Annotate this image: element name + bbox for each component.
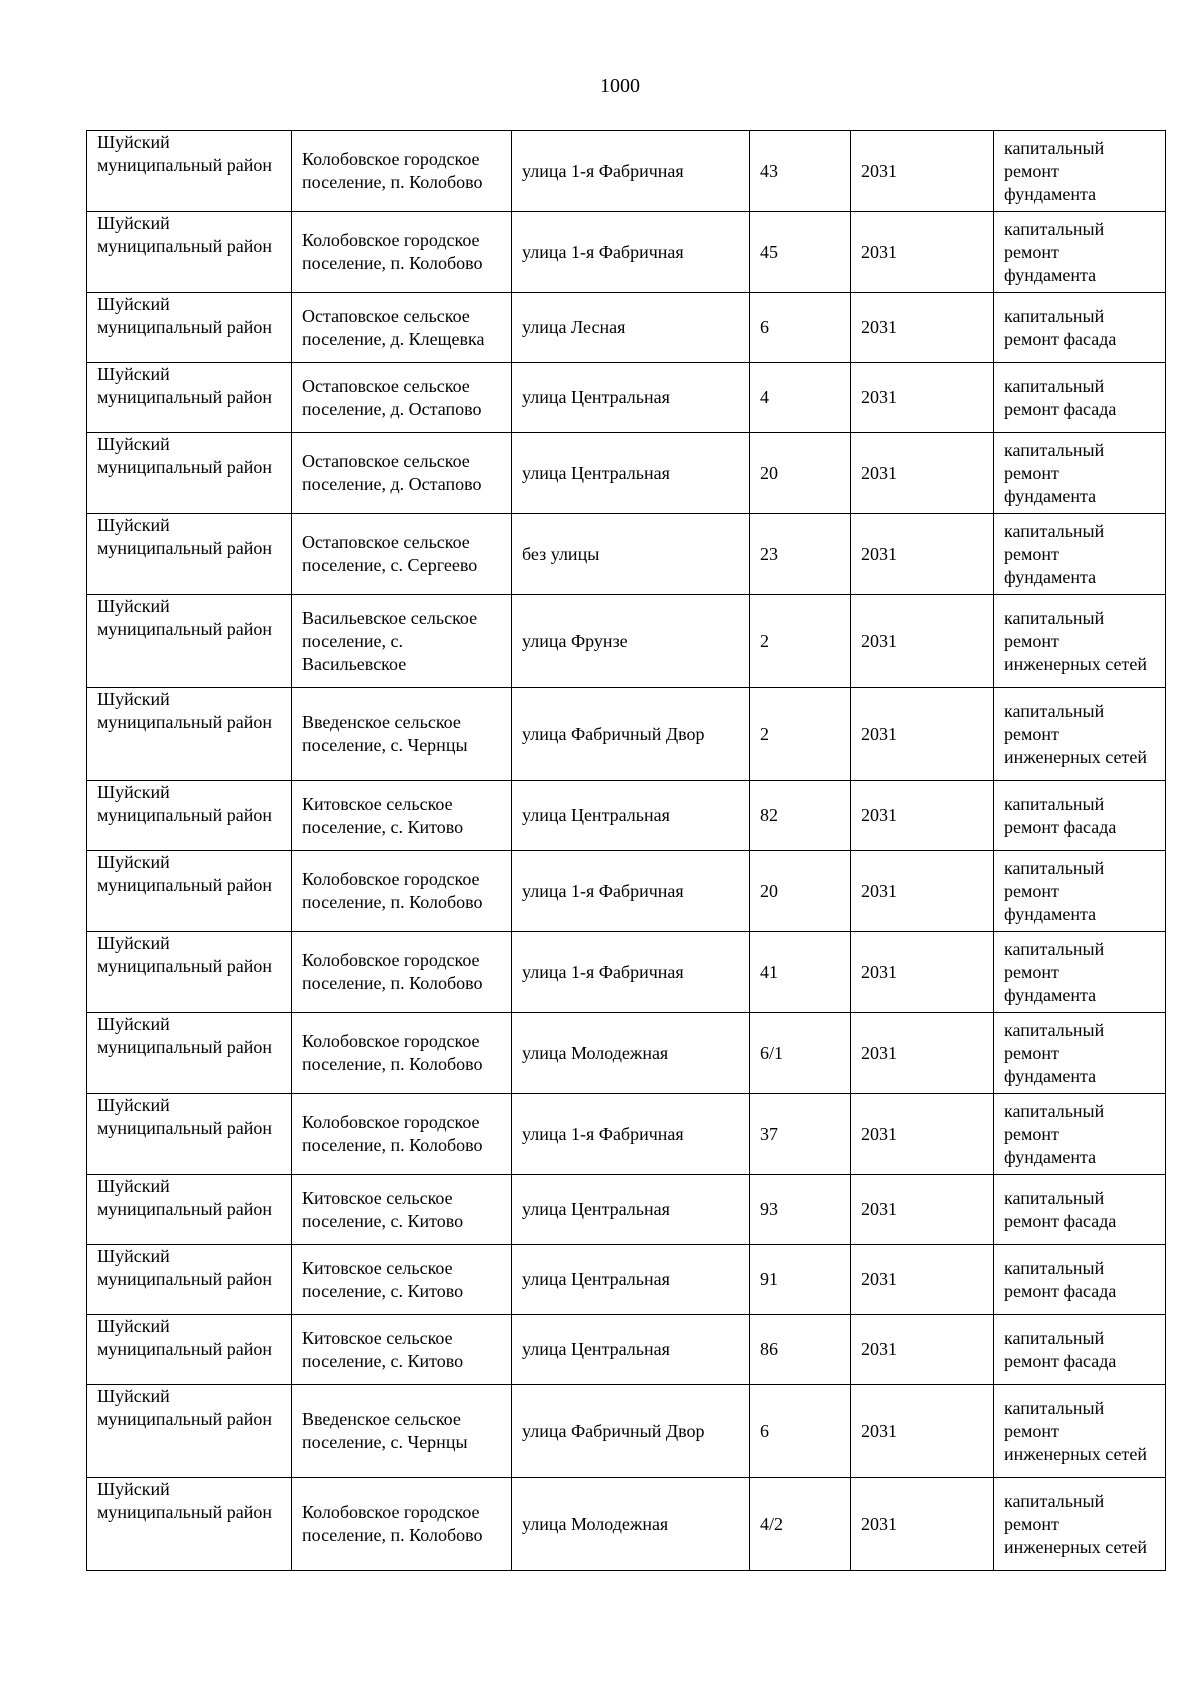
table-row — [87, 1478, 1166, 1571]
district-cell: Шуйский муниципальный район — [87, 851, 292, 932]
table-row — [87, 433, 1166, 514]
street-cell: улица 1-я Фабричная — [512, 1094, 750, 1175]
settlement-cell: Китовское сельское поселение, с. Китово — [292, 1315, 512, 1385]
district-cell: Шуйский муниципальный район — [87, 131, 292, 212]
settlement-cell: Колобовское городское поселение, п. Колобово — [292, 1094, 512, 1175]
table-row — [87, 781, 1166, 851]
settlement-cell: Остаповское сельское поселение, д. Остапово — [292, 363, 512, 433]
house-number-cell: 86 — [750, 1315, 851, 1385]
table-row — [87, 595, 1166, 688]
district-cell: Шуйский муниципальный район — [87, 212, 292, 293]
house-number-cell: 91 — [750, 1245, 851, 1315]
table-row — [87, 1385, 1166, 1478]
street-cell: улица Фрунзе — [512, 595, 750, 688]
district-cell: Шуйский муниципальный район — [87, 1315, 292, 1385]
work-type-cell: капитальный ремонт фундамента — [994, 1013, 1166, 1094]
house-number-cell: 93 — [750, 1175, 851, 1245]
house-number-cell: 6/1 — [750, 1013, 851, 1094]
street-cell: улица 1-я Фабричная — [512, 131, 750, 212]
table-row — [87, 1094, 1166, 1175]
house-number-cell: 23 — [750, 514, 851, 595]
work-type-cell: капитальный ремонт фасада — [994, 1315, 1166, 1385]
table-row — [87, 293, 1166, 363]
settlement-cell: Введенское сельское поселение, с. Чернцы — [292, 688, 512, 781]
settlement-cell: Остаповское сельское поселение, д. Клещевка — [292, 293, 512, 363]
settlement-cell: Колобовское городское поселение, п. Колобово — [292, 932, 512, 1013]
year-cell: 2031 — [851, 212, 994, 293]
district-cell: Шуйский муниципальный район — [87, 1245, 292, 1315]
year-cell: 2031 — [851, 433, 994, 514]
house-number-cell: 4/2 — [750, 1478, 851, 1571]
table-row — [87, 514, 1166, 595]
work-type-cell: капитальный ремонт инженерных сетей — [994, 1478, 1166, 1571]
settlement-cell: Китовское сельское поселение, с. Китово — [292, 1175, 512, 1245]
table-row — [87, 1013, 1166, 1094]
street-cell: улица Центральная — [512, 781, 750, 851]
year-cell: 2031 — [851, 1245, 994, 1315]
work-type-cell: капитальный ремонт инженерных сетей — [994, 688, 1166, 781]
house-number-cell: 37 — [750, 1094, 851, 1175]
year-cell: 2031 — [851, 595, 994, 688]
district-cell: Шуйский муниципальный район — [87, 932, 292, 1013]
district-cell: Шуйский муниципальный район — [87, 293, 292, 363]
district-cell: Шуйский муниципальный район — [87, 433, 292, 514]
district-cell: Шуйский муниципальный район — [87, 1175, 292, 1245]
street-cell: улица Центральная — [512, 1175, 750, 1245]
year-cell: 2031 — [851, 1013, 994, 1094]
house-number-cell: 6 — [750, 1385, 851, 1478]
settlement-cell: Остаповское сельское поселение, д. Остапово — [292, 433, 512, 514]
district-cell: Шуйский муниципальный район — [87, 1385, 292, 1478]
district-cell: Шуйский муниципальный район — [87, 514, 292, 595]
year-cell: 2031 — [851, 131, 994, 212]
table-row — [87, 212, 1166, 293]
district-cell: Шуйский муниципальный район — [87, 1094, 292, 1175]
work-type-cell: капитальный ремонт инженерных сетей — [994, 1385, 1166, 1478]
house-number-cell: 2 — [750, 688, 851, 781]
district-cell: Шуйский муниципальный район — [87, 781, 292, 851]
house-number-cell: 45 — [750, 212, 851, 293]
house-number-cell: 20 — [750, 433, 851, 514]
work-type-cell: капитальный ремонт фундамента — [994, 851, 1166, 932]
work-type-cell: капитальный ремонт фасада — [994, 1245, 1166, 1315]
street-cell: улица 1-я Фабричная — [512, 932, 750, 1013]
house-number-cell: 41 — [750, 932, 851, 1013]
year-cell: 2031 — [851, 851, 994, 932]
street-cell: улица Центральная — [512, 363, 750, 433]
district-cell: Шуйский муниципальный район — [87, 1013, 292, 1094]
year-cell: 2031 — [851, 293, 994, 363]
table-row — [87, 932, 1166, 1013]
house-number-cell: 6 — [750, 293, 851, 363]
page-number: 1000 — [600, 75, 640, 97]
year-cell: 2031 — [851, 1175, 994, 1245]
table-row — [87, 851, 1166, 932]
street-cell: улица Молодежная — [512, 1478, 750, 1571]
work-type-cell: капитальный ремонт фундамента — [994, 932, 1166, 1013]
year-cell: 2031 — [851, 514, 994, 595]
year-cell: 2031 — [851, 1478, 994, 1571]
work-type-cell: капитальный ремонт фундамента — [994, 433, 1166, 514]
street-cell: улица Фабричный Двор — [512, 1385, 750, 1478]
settlement-cell: Васильевское сельское поселение, с. Васильевское — [292, 595, 512, 688]
table-row — [87, 1245, 1166, 1315]
table-row — [87, 1175, 1166, 1245]
table-row — [87, 363, 1166, 433]
table-body — [87, 131, 1166, 1571]
work-type-cell: капитальный ремонт фасада — [994, 293, 1166, 363]
district-cell: Шуйский муниципальный район — [87, 363, 292, 433]
street-cell: улица Центральная — [512, 1315, 750, 1385]
settlement-cell: Колобовское городское поселение, п. Колобово — [292, 1478, 512, 1571]
settlement-cell: Китовское сельское поселение, с. Китово — [292, 781, 512, 851]
settlement-cell: Остаповское сельское поселение, с. Сергеево — [292, 514, 512, 595]
year-cell: 2031 — [851, 1315, 994, 1385]
table-row — [87, 131, 1166, 212]
work-type-cell: капитальный ремонт фундамента — [994, 212, 1166, 293]
street-cell: улица Центральная — [512, 433, 750, 514]
street-cell: улица 1-я Фабричная — [512, 851, 750, 932]
district-cell: Шуйский муниципальный район — [87, 688, 292, 781]
work-type-cell: капитальный ремонт фундамента — [994, 514, 1166, 595]
district-cell: Шуйский муниципальный район — [87, 595, 292, 688]
street-cell: улица Лесная — [512, 293, 750, 363]
work-type-cell: капитальный ремонт фасада — [994, 363, 1166, 433]
street-cell: улица 1-я Фабричная — [512, 212, 750, 293]
year-cell: 2031 — [851, 363, 994, 433]
table-row — [87, 1315, 1166, 1385]
street-cell: без улицы — [512, 514, 750, 595]
house-number-cell: 43 — [750, 131, 851, 212]
house-number-cell: 20 — [750, 851, 851, 932]
street-cell: улица Молодежная — [512, 1013, 750, 1094]
house-number-cell: 2 — [750, 595, 851, 688]
year-cell: 2031 — [851, 688, 994, 781]
work-type-cell: капитальный ремонт фасада — [994, 781, 1166, 851]
house-number-cell: 82 — [750, 781, 851, 851]
street-cell: улица Фабричный Двор — [512, 688, 750, 781]
year-cell: 2031 — [851, 781, 994, 851]
settlement-cell: Колобовское городское поселение, п. Колобово — [292, 851, 512, 932]
settlement-cell: Колобовское городское поселение, п. Колобово — [292, 212, 512, 293]
work-type-cell: капитальный ремонт фундамента — [994, 1094, 1166, 1175]
house-number-cell: 4 — [750, 363, 851, 433]
street-cell: улица Центральная — [512, 1245, 750, 1315]
repair-schedule-table — [86, 130, 1166, 1571]
work-type-cell: капитальный ремонт фасада — [994, 1175, 1166, 1245]
year-cell: 2031 — [851, 932, 994, 1013]
settlement-cell: Введенское сельское поселение, с. Чернцы — [292, 1385, 512, 1478]
settlement-cell: Колобовское городское поселение, п. Колобово — [292, 1013, 512, 1094]
work-type-cell: капитальный ремонт инженерных сетей — [994, 595, 1166, 688]
district-cell: Шуйский муниципальный район — [87, 1478, 292, 1571]
year-cell: 2031 — [851, 1094, 994, 1175]
year-cell: 2031 — [851, 1385, 994, 1478]
settlement-cell: Китовское сельское поселение, с. Китово — [292, 1245, 512, 1315]
settlement-cell: Колобовское городское поселение, п. Колобово — [292, 131, 512, 212]
work-type-cell: капитальный ремонт фундамента — [994, 131, 1166, 212]
table-row — [87, 688, 1166, 781]
